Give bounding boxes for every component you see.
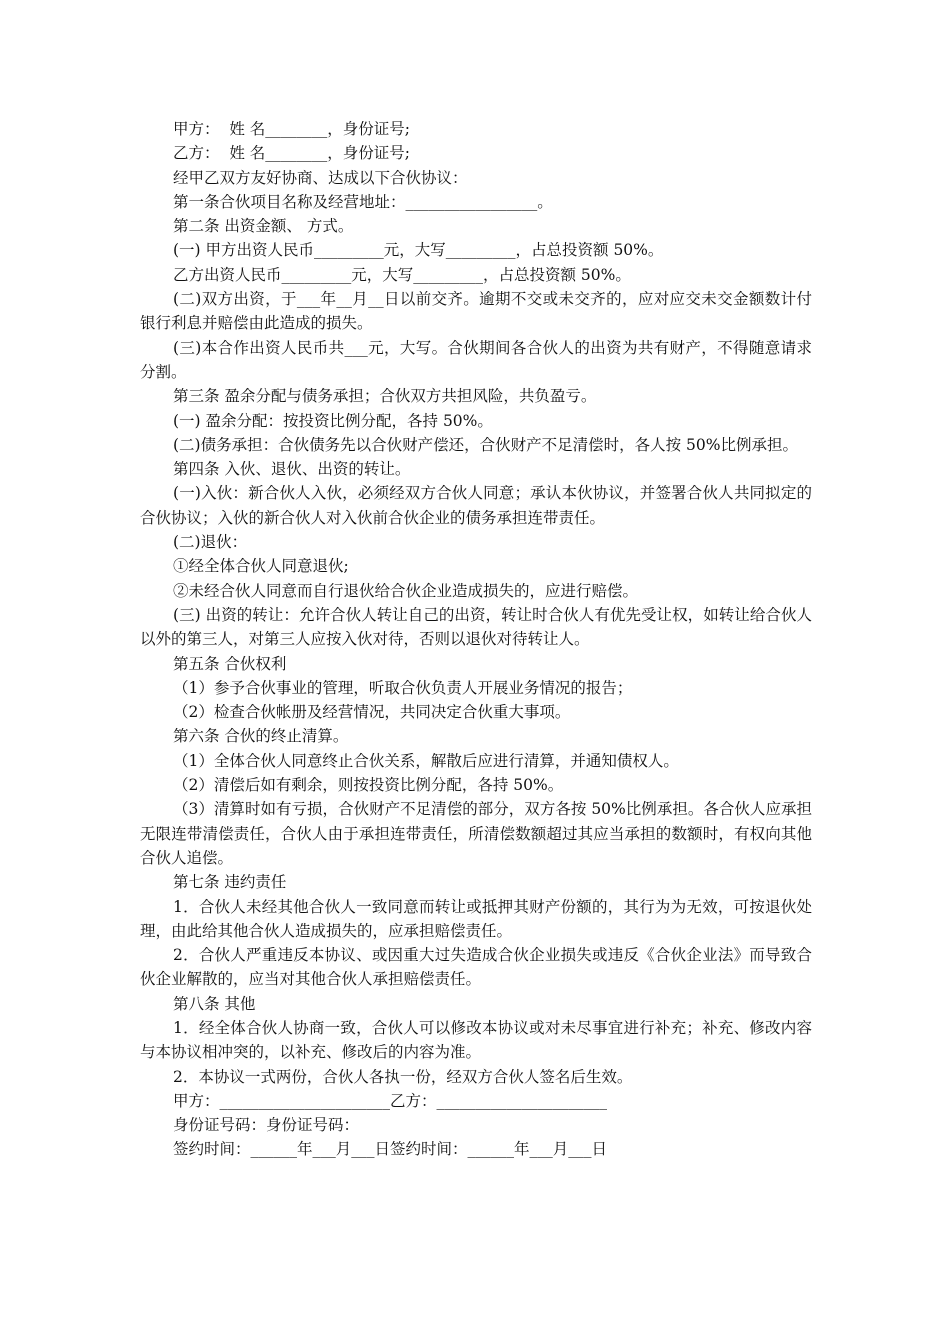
id-number-line: 身份证号码：身份证号码：	[173, 1116, 360, 1135]
article-3-heading: 第三条 盈余分配与债务承担；合伙双方共担风险，共负盈亏。	[173, 387, 597, 406]
article-3-item-1: (一) 盈余分配：按投资比例分配，各持 50%。	[173, 411, 493, 430]
article-4-item-2a: ①经全体合伙人同意退伙;	[173, 557, 349, 576]
article-7-heading: 第七条 违约责任	[173, 873, 287, 892]
contract-body	[140, 117, 812, 1162]
article-4-item-1: (一)入伙：新合伙人入伙，必须经双方合伙人同意；承认本伙协议，并签署合伙人共同拟定的合伙协议；入伙的新合伙人对入伙前合伙企业的债务承担连带责任。	[140, 484, 812, 527]
party-b-line: 乙方： 姓 名________，身份证号;	[173, 144, 411, 163]
article-6-heading: 第六条 合伙的终止清算。	[173, 727, 349, 746]
article-8-item-2: 2．本协议一式两份，合伙人各执一份，经双方合伙人签名后生效。	[173, 1067, 633, 1086]
article-4-item-2b: ②未经合伙人同意而自行退伙给合伙企业造成损失的，应进行赔偿。	[173, 581, 639, 600]
article-2-heading: 第二条 出资金额、 方式。	[173, 217, 354, 236]
signature-line: 甲方：______________________乙方：______________________	[173, 1091, 608, 1110]
article-4-item-3: (三) 出资的转让：允许合伙人转让自己的出资，转让时合伙人有优先受让权，如转让给合伙人以外的第三人，对第三人应按入伙对待，否则以退伙对待转让人。	[140, 605, 812, 649]
article-6-item-1: （1）全体合伙人同意终止合伙关系，解散后应进行清算，并通知债权人。	[173, 751, 679, 770]
article-7-item-2: 2．合伙人严重违反本协议、或因重大过失造成合伙企业损失或违反《合伙企业法》而导致合伙企业解散的，应当对其他合伙人承担赔偿责任。	[140, 946, 812, 989]
article-3-item-2: (二)债务承担：合伙债务先以合伙财产偿还，合伙财产不足清偿时，各人按 50%比例承担。	[173, 435, 798, 454]
preamble: 经甲乙双方友好协商、达成以下合伙协议：	[173, 168, 468, 187]
signing-date-line: 签约时间：______年___月___日签约时间：______年___月___日	[173, 1140, 608, 1159]
article-2-item-2: (二)双方出资，于___年__月__日以前交齐。逾期不交或未交齐的，应对应交未交金额数计付银行利息并赔偿由此造成的损失。	[140, 290, 812, 333]
article-2-item-1: (一) 甲方出资人民币_________元，大写_________，占总投资额 50%。	[173, 241, 664, 260]
article-1: 第一条合伙项目名称及经营地址：_________________。	[173, 192, 553, 211]
article-4-heading: 第四条 入伙、退伙、出资的转让。	[173, 460, 411, 479]
article-4-item-2: (二)退伙：	[173, 533, 248, 552]
article-8-item-1: 1．经全体合伙人协商一致，合伙人可以修改本协议或对未尽事宜进行补充；补充、修改内容与本协议相冲突的，以补充、修改后的内容为准。	[140, 1018, 812, 1062]
article-5-item-1: （1）参予合伙事业的管理，听取合伙负责人开展业务情况的报告；	[173, 678, 633, 697]
party-a-line: 甲方： 姓 名________，身份证号;	[173, 120, 411, 138]
article-2-item-3: (三)本合作出资人民币共___元，大写。合伙期间各合伙人的出资为共有财产，不得随意请求分割。	[140, 338, 812, 381]
article-8-heading: 第八条 其他	[173, 994, 256, 1013]
article-5-item-2: （2）检查合伙帐册及经营情况，共同决定合伙重大事项。	[173, 703, 571, 722]
article-7-item-1: 1．合伙人未经其他合伙人一致同意而转让或抵押其财产份额的，其行为为无效，可按退伙处理，由此给其他合伙人造成损失的，应承担赔偿责任。	[140, 897, 812, 940]
article-6-item-3: （3）清算时如有亏损，合伙财产不足清偿的部分，双方各按 50%比例承担。各合伙人应承担无限连带清偿责任，合伙人由于承担连带责任，所清偿数额超过其应当承担的数额时，有权向其他合伙人追偿。	[140, 800, 812, 867]
article-2-item-1b: 乙方出资人民币_________元，大写_________，占总投资额 50%。	[173, 265, 631, 284]
article-6-item-2: （2）清偿后如有剩余，则按投资比例分配，各持 50%。	[173, 776, 564, 795]
article-5-heading: 第五条 合伙权利	[173, 654, 287, 673]
